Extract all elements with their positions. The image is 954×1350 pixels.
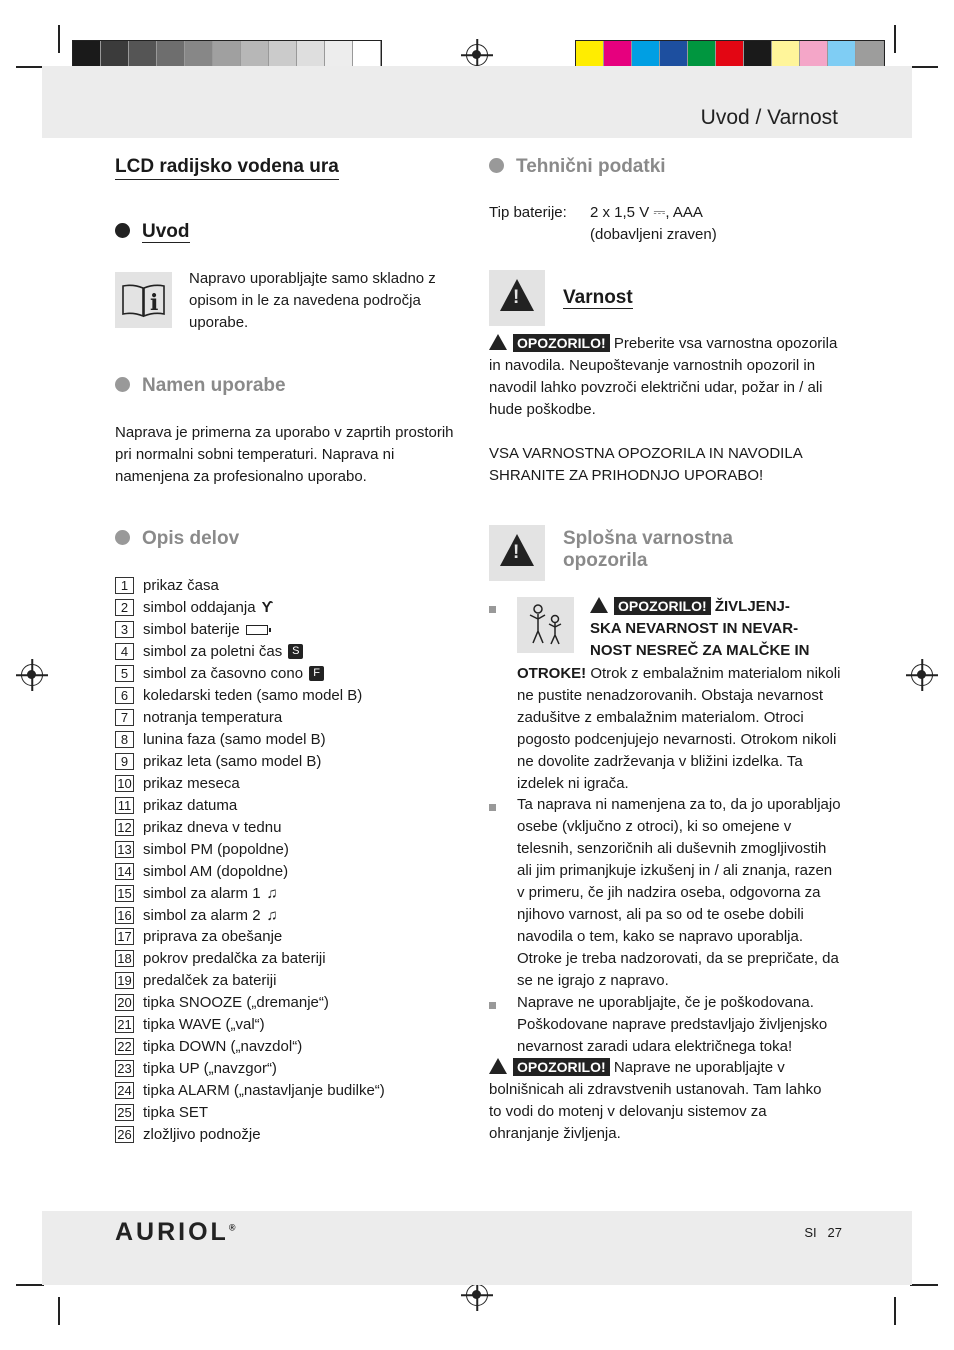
bullet-3-text: Naprave ne uporabljajte, če je poškodovana. Poškodovane naprave predstavljajo življenjsko nevarnost zaradi udara električnega toka! bbox=[517, 994, 828, 1055]
list-item bbox=[115, 1014, 385, 1036]
crop-mark bbox=[16, 66, 44, 68]
part-label: tipka DOWN („navzdol“) bbox=[143, 1038, 303, 1056]
part-label: koledarski teden (samo model B) bbox=[143, 687, 363, 705]
part-number: 15 bbox=[115, 885, 134, 902]
page-number: SI 27 bbox=[804, 1225, 842, 1240]
summer-time-icon: S bbox=[288, 644, 303, 659]
color-swatch bbox=[73, 41, 101, 67]
part-label: notranja temperatura bbox=[143, 709, 283, 727]
warning-label: OPOZORILO! bbox=[513, 1058, 610, 1076]
color-swatch bbox=[325, 41, 353, 67]
color-swatch bbox=[185, 41, 213, 67]
list-item bbox=[115, 575, 385, 597]
svg-text:i: i bbox=[150, 290, 159, 316]
bullet-dot-icon bbox=[115, 223, 130, 238]
bullet-2-text: Ta naprava ni namenjena za to, da jo uporabljajo osebe (vključno z otroci), ki so omejene v telesnih, senzoričnih ali duševnih zmogljivostih ali jim primanjkuje izkušenj in / ali znanja, razen v primeru, če jih nadzira oseba, odgovorna za njihovo varnost, ali pa so od te osebe dobili navodila o tem, kako se napravo uporablja. Otroke je treba nadzorovati, da se prepričate, da se ne igrajo z napravo. bbox=[517, 796, 841, 989]
color-swatch bbox=[604, 41, 632, 67]
namen-text: Naprava je primerna za uporabo v zaprtih prostorih pri normalni sobni temperaturi. Naprava ni namenjena za profesionalno uporabo. bbox=[115, 424, 454, 485]
part-number: 6 bbox=[115, 687, 134, 704]
bullet-square-icon bbox=[489, 606, 496, 613]
part-number: 22 bbox=[115, 1038, 134, 1055]
part-number: 7 bbox=[115, 709, 134, 726]
color-swatch bbox=[716, 41, 744, 67]
part-number: 16 bbox=[115, 907, 134, 924]
list-item bbox=[115, 838, 385, 860]
registration-mark-icon bbox=[466, 44, 488, 66]
registration-mark-icon bbox=[911, 664, 933, 686]
warning-1-text: Preberite vsa varnostna opozorila in navodila. Neupoštevanje varnostnih opozoril in navodil lahko povzroči električni udar, požar in / ali hude poškodbe. bbox=[489, 335, 838, 418]
warning-2 bbox=[489, 1057, 834, 1145]
list-item bbox=[115, 794, 385, 816]
list-item bbox=[115, 882, 385, 904]
part-label: simbol za alarm 1 bbox=[143, 884, 261, 902]
list-item bbox=[115, 641, 385, 663]
part-number: 21 bbox=[115, 1016, 134, 1033]
color-swatch bbox=[800, 41, 828, 67]
color-swatch bbox=[241, 41, 269, 67]
color-swatch bbox=[828, 41, 856, 67]
color-swatch bbox=[856, 41, 884, 67]
part-label: simbol baterije bbox=[143, 621, 240, 639]
part-number: 4 bbox=[115, 643, 134, 660]
small-warning-icon bbox=[489, 334, 507, 350]
crop-mark bbox=[910, 66, 938, 68]
warning-label: OPOZORILO! bbox=[513, 334, 610, 352]
part-number: 11 bbox=[115, 797, 134, 814]
brand-logo: AURIOL® bbox=[115, 1218, 239, 1246]
part-number: 14 bbox=[115, 863, 134, 880]
part-label: predalček za bateriji bbox=[143, 972, 277, 990]
keep-instructions-text: VSA VARNOSTNA OPOZORILA IN NAVODILA SHRANITE ZA PRIHODNJO UPORABO! bbox=[489, 445, 802, 484]
list-item bbox=[115, 751, 385, 773]
list-item bbox=[115, 1102, 385, 1124]
part-number: 17 bbox=[115, 928, 134, 945]
part-number: 20 bbox=[115, 994, 134, 1011]
section-heading-varnost: Varnost bbox=[563, 287, 633, 308]
alarm-bell-icon: ♫ bbox=[266, 884, 278, 902]
battery-value-line-1: 2 x 1,5 V ⎓, AAA bbox=[590, 204, 703, 221]
list-item bbox=[115, 619, 385, 641]
battery-type-label: Tip baterije: bbox=[489, 204, 567, 221]
part-number: 19 bbox=[115, 972, 134, 989]
grey-calibration-bar bbox=[72, 40, 382, 68]
color-swatch bbox=[297, 41, 325, 67]
part-number: 13 bbox=[115, 841, 134, 858]
part-number: 1 bbox=[115, 577, 134, 594]
part-label: tipka SET bbox=[143, 1103, 209, 1121]
part-label: prikaz datuma bbox=[143, 796, 238, 814]
part-label: prikaz dneva v tednu bbox=[143, 818, 282, 836]
section-heading-tech: Tehnični podatki bbox=[489, 156, 666, 178]
small-warning-icon bbox=[489, 1058, 507, 1074]
color-swatch bbox=[101, 41, 129, 67]
time-zone-icon: F bbox=[309, 666, 324, 681]
antenna-icon: ϒ bbox=[261, 599, 274, 617]
color-swatch bbox=[129, 41, 157, 67]
part-number: 25 bbox=[115, 1104, 134, 1121]
battery-type-value bbox=[590, 202, 717, 246]
color-swatch bbox=[632, 41, 660, 67]
list-item bbox=[115, 860, 385, 882]
list-item bbox=[115, 1058, 385, 1080]
part-number: 12 bbox=[115, 819, 134, 836]
part-label: simbol oddajanja bbox=[143, 599, 256, 617]
registration-mark-icon bbox=[466, 1284, 488, 1306]
part-label: simbol PM (popoldne) bbox=[143, 840, 289, 858]
section-heading-namen: Namen uporabe bbox=[115, 375, 286, 397]
bullet-dot-icon bbox=[489, 158, 504, 173]
color-swatch bbox=[213, 41, 241, 67]
color-calibration-bar bbox=[575, 40, 885, 68]
color-swatch bbox=[157, 41, 185, 67]
part-label: simbol za alarm 2 bbox=[143, 906, 261, 924]
section-heading-splosna: Splošna varnostna opozorila bbox=[563, 528, 733, 571]
child-warning-heading: OPOZORILO! ŽIVLJENJ- SKA NEVARNOST IN NEVAR- NOST NESREČ ZA MALČKE IN bbox=[590, 598, 810, 659]
warning-2-text: Naprave ne uporabljajte v bolnišnicah ali zdravstvenih ustanovah. Tam lahko to vodi do motenj v delovanju sistemov za ohranjanje življenja. bbox=[489, 1059, 822, 1142]
part-number: 9 bbox=[115, 753, 134, 770]
crop-mark bbox=[58, 1297, 60, 1325]
list-item bbox=[115, 1036, 385, 1058]
color-swatch bbox=[688, 41, 716, 67]
parts-list bbox=[115, 575, 385, 1145]
part-label: pokrov predalčka za bateriji bbox=[143, 950, 326, 968]
list-item bbox=[115, 992, 385, 1014]
part-number: 3 bbox=[115, 621, 134, 638]
part-number: 2 bbox=[115, 599, 134, 616]
list-item bbox=[115, 707, 385, 729]
info-text: Napravo uporabljajte samo skladno z opisom in le za navedena področja uporabe. bbox=[189, 270, 436, 331]
part-number: 5 bbox=[115, 665, 134, 682]
part-number: 18 bbox=[115, 950, 134, 967]
color-swatch bbox=[744, 41, 772, 67]
section-heading-opis: Opis delov bbox=[115, 528, 239, 550]
list-item bbox=[115, 729, 385, 751]
warning-label: OPOZORILO! bbox=[614, 597, 711, 615]
bullet-dot-icon bbox=[115, 530, 130, 545]
part-number: 26 bbox=[115, 1126, 134, 1143]
list-item bbox=[115, 816, 385, 838]
crop-mark bbox=[894, 1297, 896, 1325]
part-label: simbol za časovno cono bbox=[143, 665, 304, 683]
info-book-icon bbox=[115, 272, 172, 328]
list-item bbox=[115, 685, 385, 707]
crop-mark bbox=[910, 1284, 938, 1286]
color-swatch bbox=[269, 41, 297, 67]
color-swatch bbox=[353, 41, 381, 67]
bullet-square-icon bbox=[489, 1002, 496, 1009]
list-item bbox=[115, 904, 385, 926]
crop-mark bbox=[894, 25, 896, 53]
alarm-bell-icon: ♫ bbox=[266, 906, 278, 924]
part-label: tipka ALARM („nastavljanje budilke“) bbox=[143, 1082, 385, 1100]
part-label: prikaz leta (samo model B) bbox=[143, 752, 322, 770]
part-label: prikaz meseca bbox=[143, 774, 240, 792]
section-heading-uvod: Uvod bbox=[115, 221, 190, 243]
small-warning-icon bbox=[590, 597, 608, 613]
bullet-dot-icon bbox=[115, 377, 130, 392]
crop-mark bbox=[58, 25, 60, 53]
warning-triangle-icon bbox=[489, 270, 545, 326]
color-swatch bbox=[772, 41, 800, 67]
part-label: tipka SNOOZE („dremanje“) bbox=[143, 994, 329, 1012]
part-number: 24 bbox=[115, 1082, 134, 1099]
part-label: tipka UP („navzgor“) bbox=[143, 1060, 277, 1078]
part-label: prikaz časa bbox=[143, 577, 219, 595]
list-item bbox=[115, 1080, 385, 1102]
list-item bbox=[115, 597, 385, 619]
page-header-title: Uvod / Varnost bbox=[700, 106, 838, 129]
list-item bbox=[115, 663, 385, 685]
crop-mark bbox=[16, 1284, 44, 1286]
list-item bbox=[115, 926, 385, 948]
page-title: LCD radijsko vodena ura bbox=[115, 156, 339, 180]
warning-triangle-icon bbox=[489, 525, 545, 581]
battery-icon bbox=[246, 625, 268, 635]
list-item bbox=[115, 948, 385, 970]
part-label: lunina faza (samo model B) bbox=[143, 731, 326, 749]
list-item bbox=[115, 772, 385, 794]
warning-1 bbox=[489, 333, 841, 421]
part-label: tipka WAVE („val“) bbox=[143, 1016, 265, 1034]
part-label: simbol AM (dopoldne) bbox=[143, 862, 289, 880]
list-item bbox=[115, 1123, 385, 1145]
part-number: 8 bbox=[115, 731, 134, 748]
part-number: 10 bbox=[115, 775, 134, 792]
registration-mark-icon bbox=[21, 664, 43, 686]
part-label: priprava za obešanje bbox=[143, 928, 283, 946]
color-swatch bbox=[660, 41, 688, 67]
child-danger-icon bbox=[517, 597, 574, 653]
bullet-square-icon bbox=[489, 804, 496, 811]
child-warning-text: OTROKE! Otrok z embalažnim materialom nikoli ne pustite nenadzorovanih. Obstaja nevarnost zadušitve z embalažnim materialom. Otroci pogosto podcenjujejo nevarnosti. Otrokom nikoli ne dovolite zadrževanja v bližini izdelka. Ta izdelek ni igrača. bbox=[517, 665, 841, 792]
part-label: simbol za poletni čas bbox=[143, 643, 283, 661]
color-swatch bbox=[576, 41, 604, 67]
battery-value-line-2: (dobavljeni zraven) bbox=[590, 226, 717, 243]
list-item bbox=[115, 970, 385, 992]
part-label: zložljivo podnožje bbox=[143, 1125, 261, 1143]
part-number: 23 bbox=[115, 1060, 134, 1077]
